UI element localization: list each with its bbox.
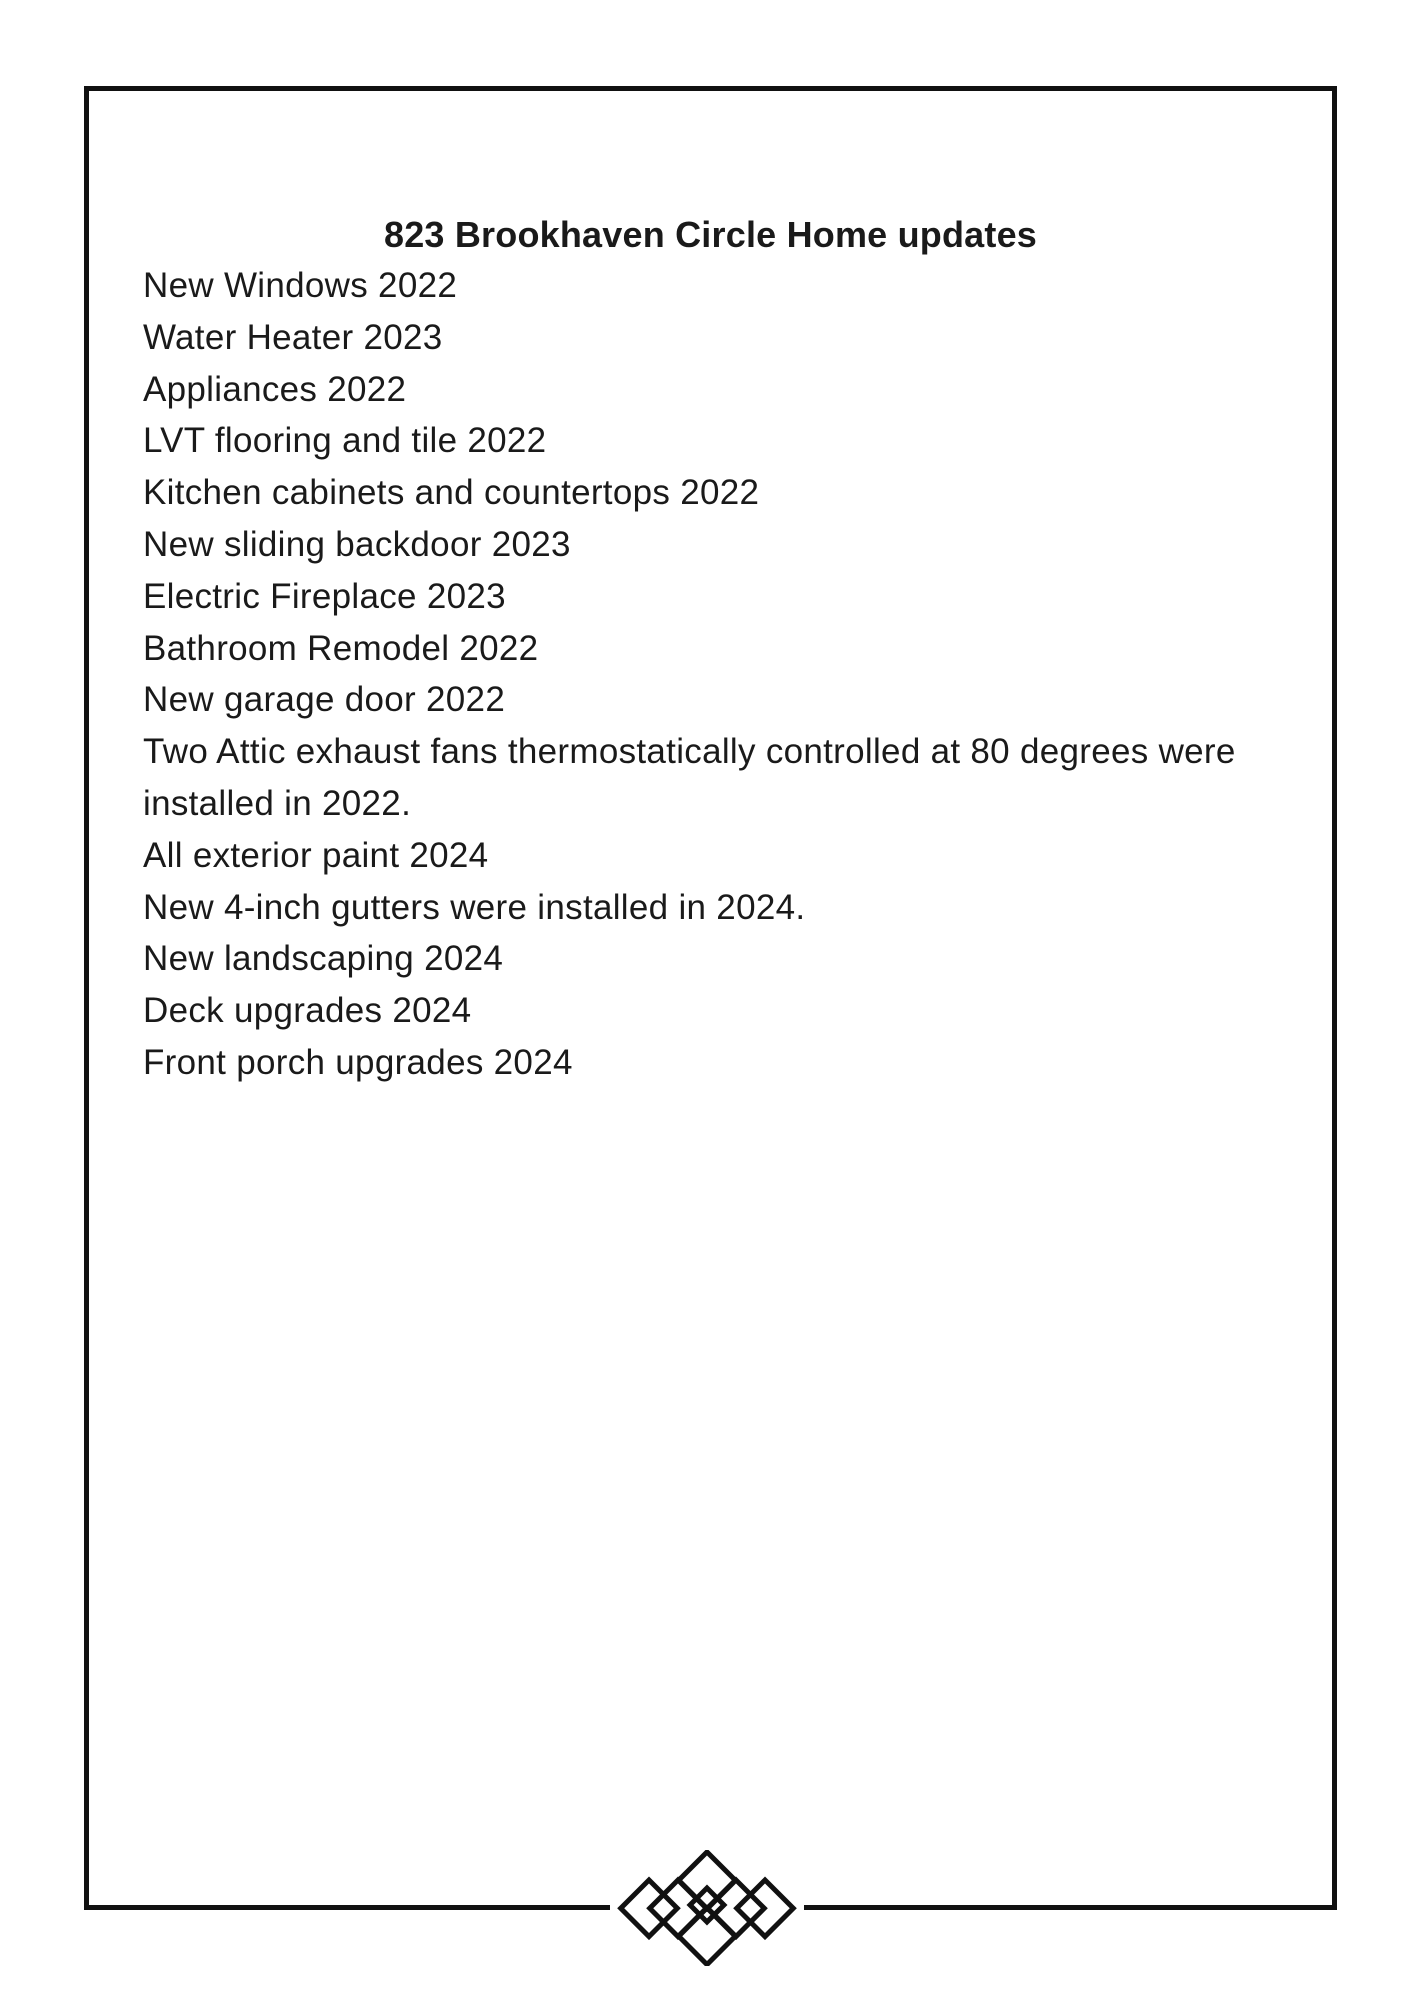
list-item: Front porch upgrades 2024 [143, 1042, 573, 1082]
list-item: Two Attic exhaust fans thermostatically controlled at 80 degrees were installed in 2022. [143, 732, 1236, 823]
ornament-diamond-top [679, 1852, 736, 1909]
list-item: Deck upgrades 2024 [143, 991, 472, 1031]
updates-list [143, 260, 1263, 1089]
list-item: New Windows 2022 [143, 266, 458, 305]
ornament-diamond-bottom [679, 1908, 736, 1965]
list-item: New 4-inch gutters were installed in 2024. [143, 887, 806, 927]
list-item: LVT flooring and tile 2022 [143, 421, 547, 461]
list-item: Water Heater 2023 [143, 317, 443, 357]
list-item: New sliding backdoor 2023 [143, 524, 571, 564]
document-title: 823 Brookhaven Circle Home updates [383, 214, 1038, 255]
list-item: Kitchen cabinets and countertops 2022 [143, 473, 760, 513]
bottom-border-left [84, 1905, 610, 1910]
list-item: Electric Fireplace 2023 [143, 576, 506, 616]
list-item: New landscaping 2024 [143, 939, 504, 979]
interlocking-diamonds-icon [614, 1850, 800, 1966]
list-item: Bathroom Remodel 2022 [143, 628, 539, 668]
list-item: Appliances 2022 [143, 369, 407, 409]
bottom-border-right [804, 1905, 1337, 1910]
list-item: New garage door 2022 [143, 680, 506, 720]
list-item: All exterior paint 2024 [143, 835, 489, 875]
